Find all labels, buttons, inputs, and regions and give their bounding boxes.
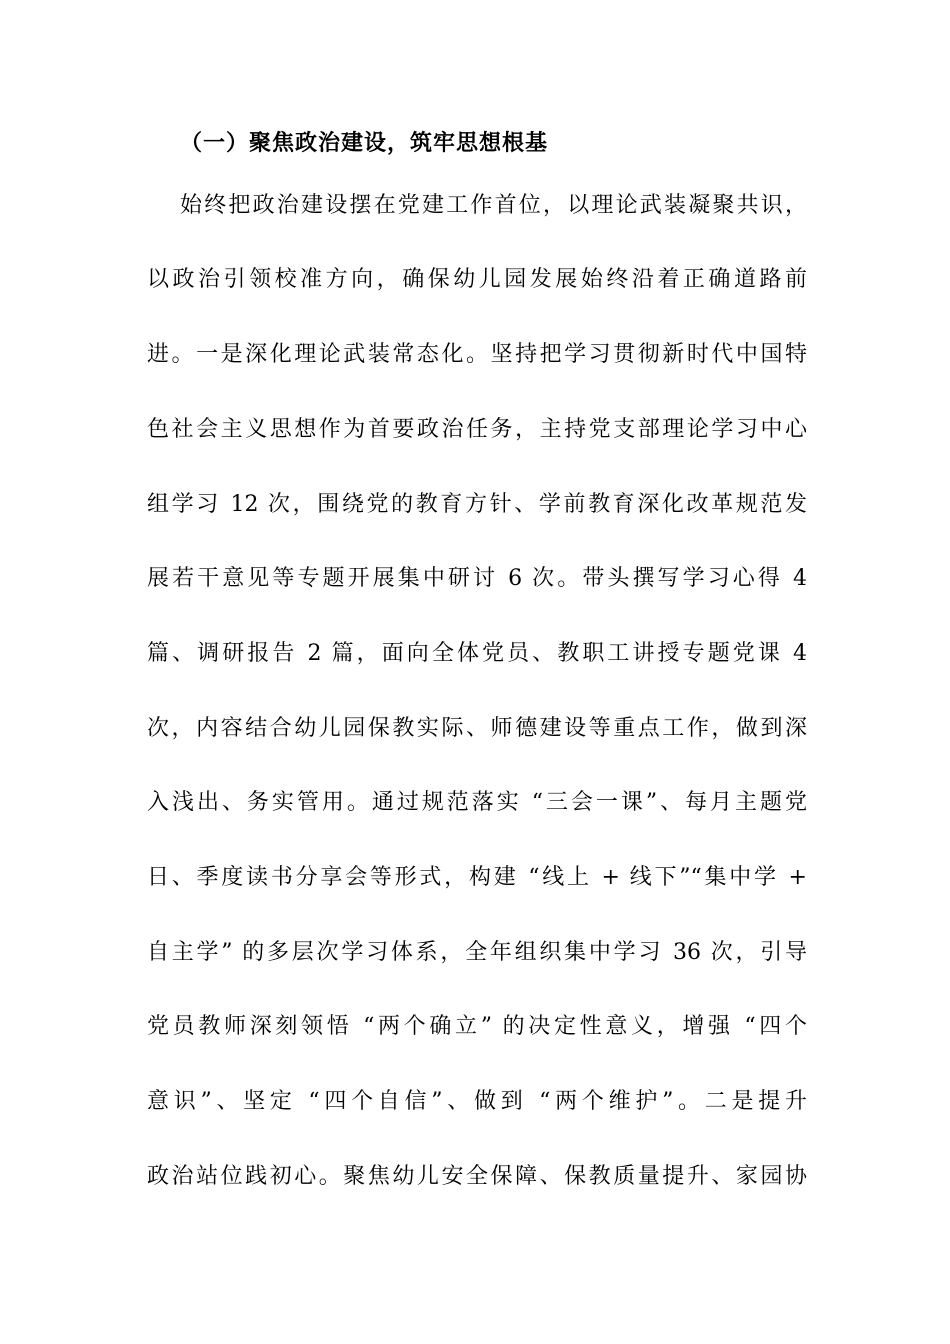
paragraph-line: 次，内容结合幼儿园保教实际、师德建设等重点工作，做到深 — [147, 716, 807, 741]
paragraph-line: 色社会主义思想作为首要政治任务，主持党支部理论学习中心 — [147, 417, 807, 442]
paragraph-line: 以政治引领校准方向，确保幼儿园发展始终沿着正确道路前 — [147, 267, 807, 292]
paragraph-line: 意识”、坚定 “四个自信”、做到 “两个维护”。二是提升 — [147, 1089, 807, 1114]
paragraph-line: 始终把政治建设摆在党建工作首位，以理论武装凝聚共识， — [180, 193, 807, 218]
paragraph-line: 日、季度读书分享会等形式，构建 “线上 + 线下”“集中学 + — [147, 865, 807, 890]
paragraph-line: 组学习 12 次，围绕党的教育方针、学前教育深化改革规范发 — [147, 492, 807, 517]
paragraph-line: 展若干意见等专题开展集中研讨 6 次。带头撰写学习心得 4 — [147, 566, 807, 591]
paragraph-line: 进。一是深化理论武装常态化。坚持把学习贯彻新时代中国特 — [147, 342, 807, 367]
paragraph-line: 篇、调研报告 2 篇，面向全体党员、教职工讲授专题党课 4 — [147, 641, 807, 666]
paragraph-line: 入浅出、务实管用。通过规范落实 “三会一课”、每月主题党 — [147, 790, 807, 815]
paragraph-line: 政治站位践初心。聚焦幼儿安全保障、保教质量提升、家园协 — [147, 1164, 807, 1189]
paragraph-line: 自主学” 的多层次学习体系，全年组织集中学习 36 次，引导 — [147, 940, 807, 965]
section-heading: （一）聚焦政治建设，筑牢思想根基 — [180, 130, 549, 156]
paragraph-line: 党员教师深刻领悟 “两个确立” 的决定性意义，增强 “四个 — [147, 1014, 807, 1039]
